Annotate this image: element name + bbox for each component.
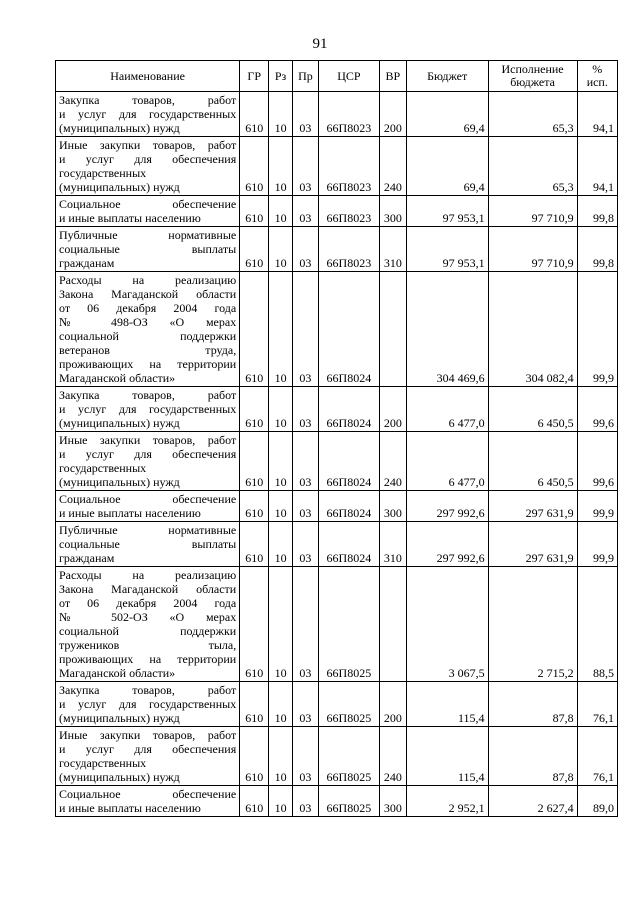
row-execution-cell: 2 627,4: [488, 786, 577, 817]
row-pr-cell: 03: [292, 227, 318, 272]
row-name-line: (муниципальных) нужд: [59, 711, 180, 725]
row-vr-cell: 310: [379, 227, 406, 272]
row-rz-cell: 10: [269, 567, 293, 682]
row-name-cell: [56, 682, 240, 727]
budget-table: [55, 60, 618, 817]
row-vr-cell: [379, 272, 406, 387]
row-percent-cell: 99,6: [577, 387, 617, 432]
row-budget-cell: 69,4: [406, 92, 488, 137]
header-csr: ЦСР: [318, 61, 379, 92]
page-number: 91: [312, 36, 328, 52]
row-pr-cell: 03: [292, 272, 318, 387]
header-percent: % исп.: [577, 61, 617, 92]
row-name-line: (муниципальных) нужд: [59, 121, 180, 135]
row-percent-cell: 99,6: [577, 432, 617, 491]
row-name-line: Публичные нормативные: [59, 228, 237, 242]
row-name-line: от 06 декабря 2004 года: [59, 596, 237, 610]
row-csr-cell: 66П8025: [318, 682, 379, 727]
row-name-line: Иные закупки товаров, работ: [59, 728, 237, 742]
row-name-line: и услуг для государственных: [59, 402, 237, 416]
row-pr-cell: 03: [292, 522, 318, 567]
row-gr-cell: 610: [240, 272, 269, 387]
row-budget-cell: 97 953,1: [406, 227, 488, 272]
row-vr-cell: 240: [379, 727, 406, 786]
row-execution-cell: 297 631,9: [488, 491, 577, 522]
row-name-line: и услуг для обеспечения: [59, 742, 237, 756]
row-vr-cell: 300: [379, 786, 406, 817]
table-row: [56, 682, 618, 727]
row-name-line: № 498-ОЗ «О мерах: [59, 315, 237, 329]
row-name-cell: [56, 432, 240, 491]
row-csr-cell: 66П8024: [318, 491, 379, 522]
row-csr-cell: 66П8023: [318, 227, 379, 272]
header-execution: Исполнение бюджета: [488, 61, 577, 92]
row-name-cell: [56, 387, 240, 432]
row-name-line: государственных: [59, 461, 147, 475]
row-gr-cell: 610: [240, 727, 269, 786]
row-name-line: проживающих на территории: [59, 652, 237, 666]
row-percent-cell: 99,8: [577, 227, 617, 272]
row-vr-cell: [379, 567, 406, 682]
row-execution-cell: 97 710,9: [488, 196, 577, 227]
row-name-line: социальные выплаты: [59, 537, 237, 551]
row-name-line: Расходы на реализацию: [59, 568, 237, 582]
row-name-cell: [56, 522, 240, 567]
table-row: [56, 92, 618, 137]
row-percent-cell: 99,9: [577, 272, 617, 387]
row-csr-cell: 66П8024: [318, 522, 379, 567]
row-name-line: от 06 декабря 2004 года: [59, 301, 237, 315]
row-rz-cell: 10: [269, 227, 293, 272]
table-row: [56, 786, 618, 817]
row-pr-cell: 03: [292, 92, 318, 137]
row-name-line: Закупка товаров, работ: [59, 683, 237, 697]
table-row: [56, 727, 618, 786]
row-csr-cell: 66П8025: [318, 786, 379, 817]
row-name-line: Социальное обеспечение: [59, 492, 237, 506]
row-name-line: Закона Магаданской области: [59, 287, 237, 301]
row-name-cell: [56, 491, 240, 522]
row-gr-cell: 610: [240, 682, 269, 727]
row-execution-cell: 87,8: [488, 682, 577, 727]
row-name-line: (муниципальных) нужд: [59, 770, 180, 784]
row-name-line: Закупка товаров, работ: [59, 388, 237, 402]
header-rz: Рз: [269, 61, 293, 92]
row-execution-cell: 297 631,9: [488, 522, 577, 567]
row-execution-cell: 304 082,4: [488, 272, 577, 387]
row-budget-cell: 304 469,6: [406, 272, 488, 387]
row-gr-cell: 610: [240, 567, 269, 682]
row-name-cell: [56, 567, 240, 682]
row-csr-cell: 66П8025: [318, 727, 379, 786]
row-percent-cell: 99,8: [577, 196, 617, 227]
row-budget-cell: 297 992,6: [406, 491, 488, 522]
row-name-line: государственных: [59, 756, 147, 770]
row-csr-cell: 66П8023: [318, 137, 379, 196]
table-row: [56, 137, 618, 196]
row-percent-cell: 88,5: [577, 567, 617, 682]
row-rz-cell: 10: [269, 491, 293, 522]
row-rz-cell: 10: [269, 272, 293, 387]
row-percent-cell: 89,0: [577, 786, 617, 817]
row-name-line: гражданам: [59, 256, 115, 270]
header-budget: Бюджет: [406, 61, 488, 92]
row-name-cell: [56, 92, 240, 137]
row-name-line: социальные выплаты: [59, 242, 237, 256]
row-csr-cell: 66П8024: [318, 432, 379, 491]
row-name-cell: [56, 786, 240, 817]
row-gr-cell: 610: [240, 491, 269, 522]
row-execution-cell: 65,3: [488, 137, 577, 196]
table-row: [56, 272, 618, 387]
row-name-line: государственных: [59, 166, 147, 180]
row-percent-cell: 94,1: [577, 137, 617, 196]
table-row: [56, 491, 618, 522]
row-vr-cell: 300: [379, 491, 406, 522]
row-name-line: и услуг для государственных: [59, 697, 237, 711]
table-header-row: [56, 61, 618, 92]
row-pr-cell: 03: [292, 432, 318, 491]
row-name-line: Закона Магаданской области: [59, 582, 237, 596]
row-gr-cell: 610: [240, 137, 269, 196]
row-rz-cell: 10: [269, 137, 293, 196]
row-name-line: (муниципальных) нужд: [59, 416, 180, 430]
row-gr-cell: 610: [240, 227, 269, 272]
header-vr: ВР: [379, 61, 406, 92]
header-gr: ГР: [240, 61, 269, 92]
row-vr-cell: 200: [379, 682, 406, 727]
row-pr-cell: 03: [292, 786, 318, 817]
row-csr-cell: 66П8023: [318, 196, 379, 227]
row-gr-cell: 610: [240, 522, 269, 567]
row-name-line: и иные выплаты населению: [59, 211, 201, 225]
row-budget-cell: 6 477,0: [406, 387, 488, 432]
row-budget-cell: 297 992,6: [406, 522, 488, 567]
row-pr-cell: 03: [292, 491, 318, 522]
row-name-line: Социальное обеспечение: [59, 197, 237, 211]
row-rz-cell: 10: [269, 196, 293, 227]
row-name-line: Магаданской области»: [59, 666, 176, 680]
header-name: Наименование: [56, 61, 240, 92]
row-gr-cell: 610: [240, 432, 269, 491]
row-name-line: гражданам: [59, 551, 115, 565]
row-execution-cell: 2 715,2: [488, 567, 577, 682]
row-pr-cell: 03: [292, 682, 318, 727]
row-name-cell: [56, 272, 240, 387]
row-name-line: и услуг для обеспечения: [59, 152, 237, 166]
row-execution-cell: 6 450,5: [488, 432, 577, 491]
table-row: [56, 567, 618, 682]
row-name-line: Магаданской области»: [59, 371, 176, 385]
row-name-line: Социальное обеспечение: [59, 787, 237, 801]
row-csr-cell: 66П8023: [318, 92, 379, 137]
row-percent-cell: 76,1: [577, 727, 617, 786]
row-name-line: социальной поддержки: [59, 624, 237, 638]
row-name-line: № 502-ОЗ «О мерах: [59, 610, 237, 624]
row-execution-cell: 6 450,5: [488, 387, 577, 432]
row-name-line: и услуг для государственных: [59, 107, 237, 121]
row-name-line: ветеранов труда,: [59, 343, 237, 357]
row-rz-cell: 10: [269, 786, 293, 817]
row-pr-cell: 03: [292, 137, 318, 196]
row-rz-cell: 10: [269, 387, 293, 432]
table-row: [56, 387, 618, 432]
row-vr-cell: 200: [379, 387, 406, 432]
table-row: [56, 227, 618, 272]
table-row: [56, 432, 618, 491]
row-budget-cell: 2 952,1: [406, 786, 488, 817]
row-execution-cell: 97 710,9: [488, 227, 577, 272]
row-budget-cell: 6 477,0: [406, 432, 488, 491]
row-name-line: Иные закупки товаров, работ: [59, 433, 237, 447]
table-row: [56, 196, 618, 227]
row-rz-cell: 10: [269, 522, 293, 567]
row-vr-cell: 240: [379, 432, 406, 491]
row-budget-cell: 115,4: [406, 682, 488, 727]
row-pr-cell: 03: [292, 196, 318, 227]
row-execution-cell: 87,8: [488, 727, 577, 786]
row-rz-cell: 10: [269, 682, 293, 727]
row-rz-cell: 10: [269, 92, 293, 137]
table-body: [56, 92, 618, 817]
row-vr-cell: 300: [379, 196, 406, 227]
row-pr-cell: 03: [292, 567, 318, 682]
row-csr-cell: 66П8024: [318, 272, 379, 387]
row-name-line: Закупка товаров, работ: [59, 93, 237, 107]
row-csr-cell: 66П8025: [318, 567, 379, 682]
row-name-cell: [56, 727, 240, 786]
row-rz-cell: 10: [269, 727, 293, 786]
row-percent-cell: 94,1: [577, 92, 617, 137]
row-execution-cell: 65,3: [488, 92, 577, 137]
row-gr-cell: 610: [240, 387, 269, 432]
row-name-line: и иные выплаты населению: [59, 801, 201, 815]
row-pr-cell: 03: [292, 727, 318, 786]
row-rz-cell: 10: [269, 432, 293, 491]
row-budget-cell: 97 953,1: [406, 196, 488, 227]
row-name-line: тружеников тыла,: [59, 638, 237, 652]
row-name-line: (муниципальных) нужд: [59, 475, 180, 489]
header-pr: Пр: [292, 61, 318, 92]
row-budget-cell: 3 067,5: [406, 567, 488, 682]
row-name-cell: [56, 227, 240, 272]
row-name-line: и услуг для обеспечения: [59, 447, 237, 461]
row-name-line: Расходы на реализацию: [59, 273, 237, 287]
row-vr-cell: 310: [379, 522, 406, 567]
row-name-cell: [56, 196, 240, 227]
row-name-line: социальной поддержки: [59, 329, 237, 343]
row-vr-cell: 240: [379, 137, 406, 196]
table-row: [56, 522, 618, 567]
row-gr-cell: 610: [240, 92, 269, 137]
row-pr-cell: 03: [292, 387, 318, 432]
row-percent-cell: 99,9: [577, 491, 617, 522]
row-vr-cell: 200: [379, 92, 406, 137]
row-csr-cell: 66П8024: [318, 387, 379, 432]
row-gr-cell: 610: [240, 196, 269, 227]
row-name-cell: [56, 137, 240, 196]
row-percent-cell: 99,9: [577, 522, 617, 567]
row-percent-cell: 76,1: [577, 682, 617, 727]
row-gr-cell: 610: [240, 786, 269, 817]
row-name-line: Публичные нормативные: [59, 523, 237, 537]
row-budget-cell: 69,4: [406, 137, 488, 196]
row-name-line: проживающих на территории: [59, 357, 237, 371]
row-name-line: (муниципальных) нужд: [59, 180, 180, 194]
row-name-line: и иные выплаты населению: [59, 506, 201, 520]
row-name-line: Иные закупки товаров, работ: [59, 138, 237, 152]
row-budget-cell: 115,4: [406, 727, 488, 786]
